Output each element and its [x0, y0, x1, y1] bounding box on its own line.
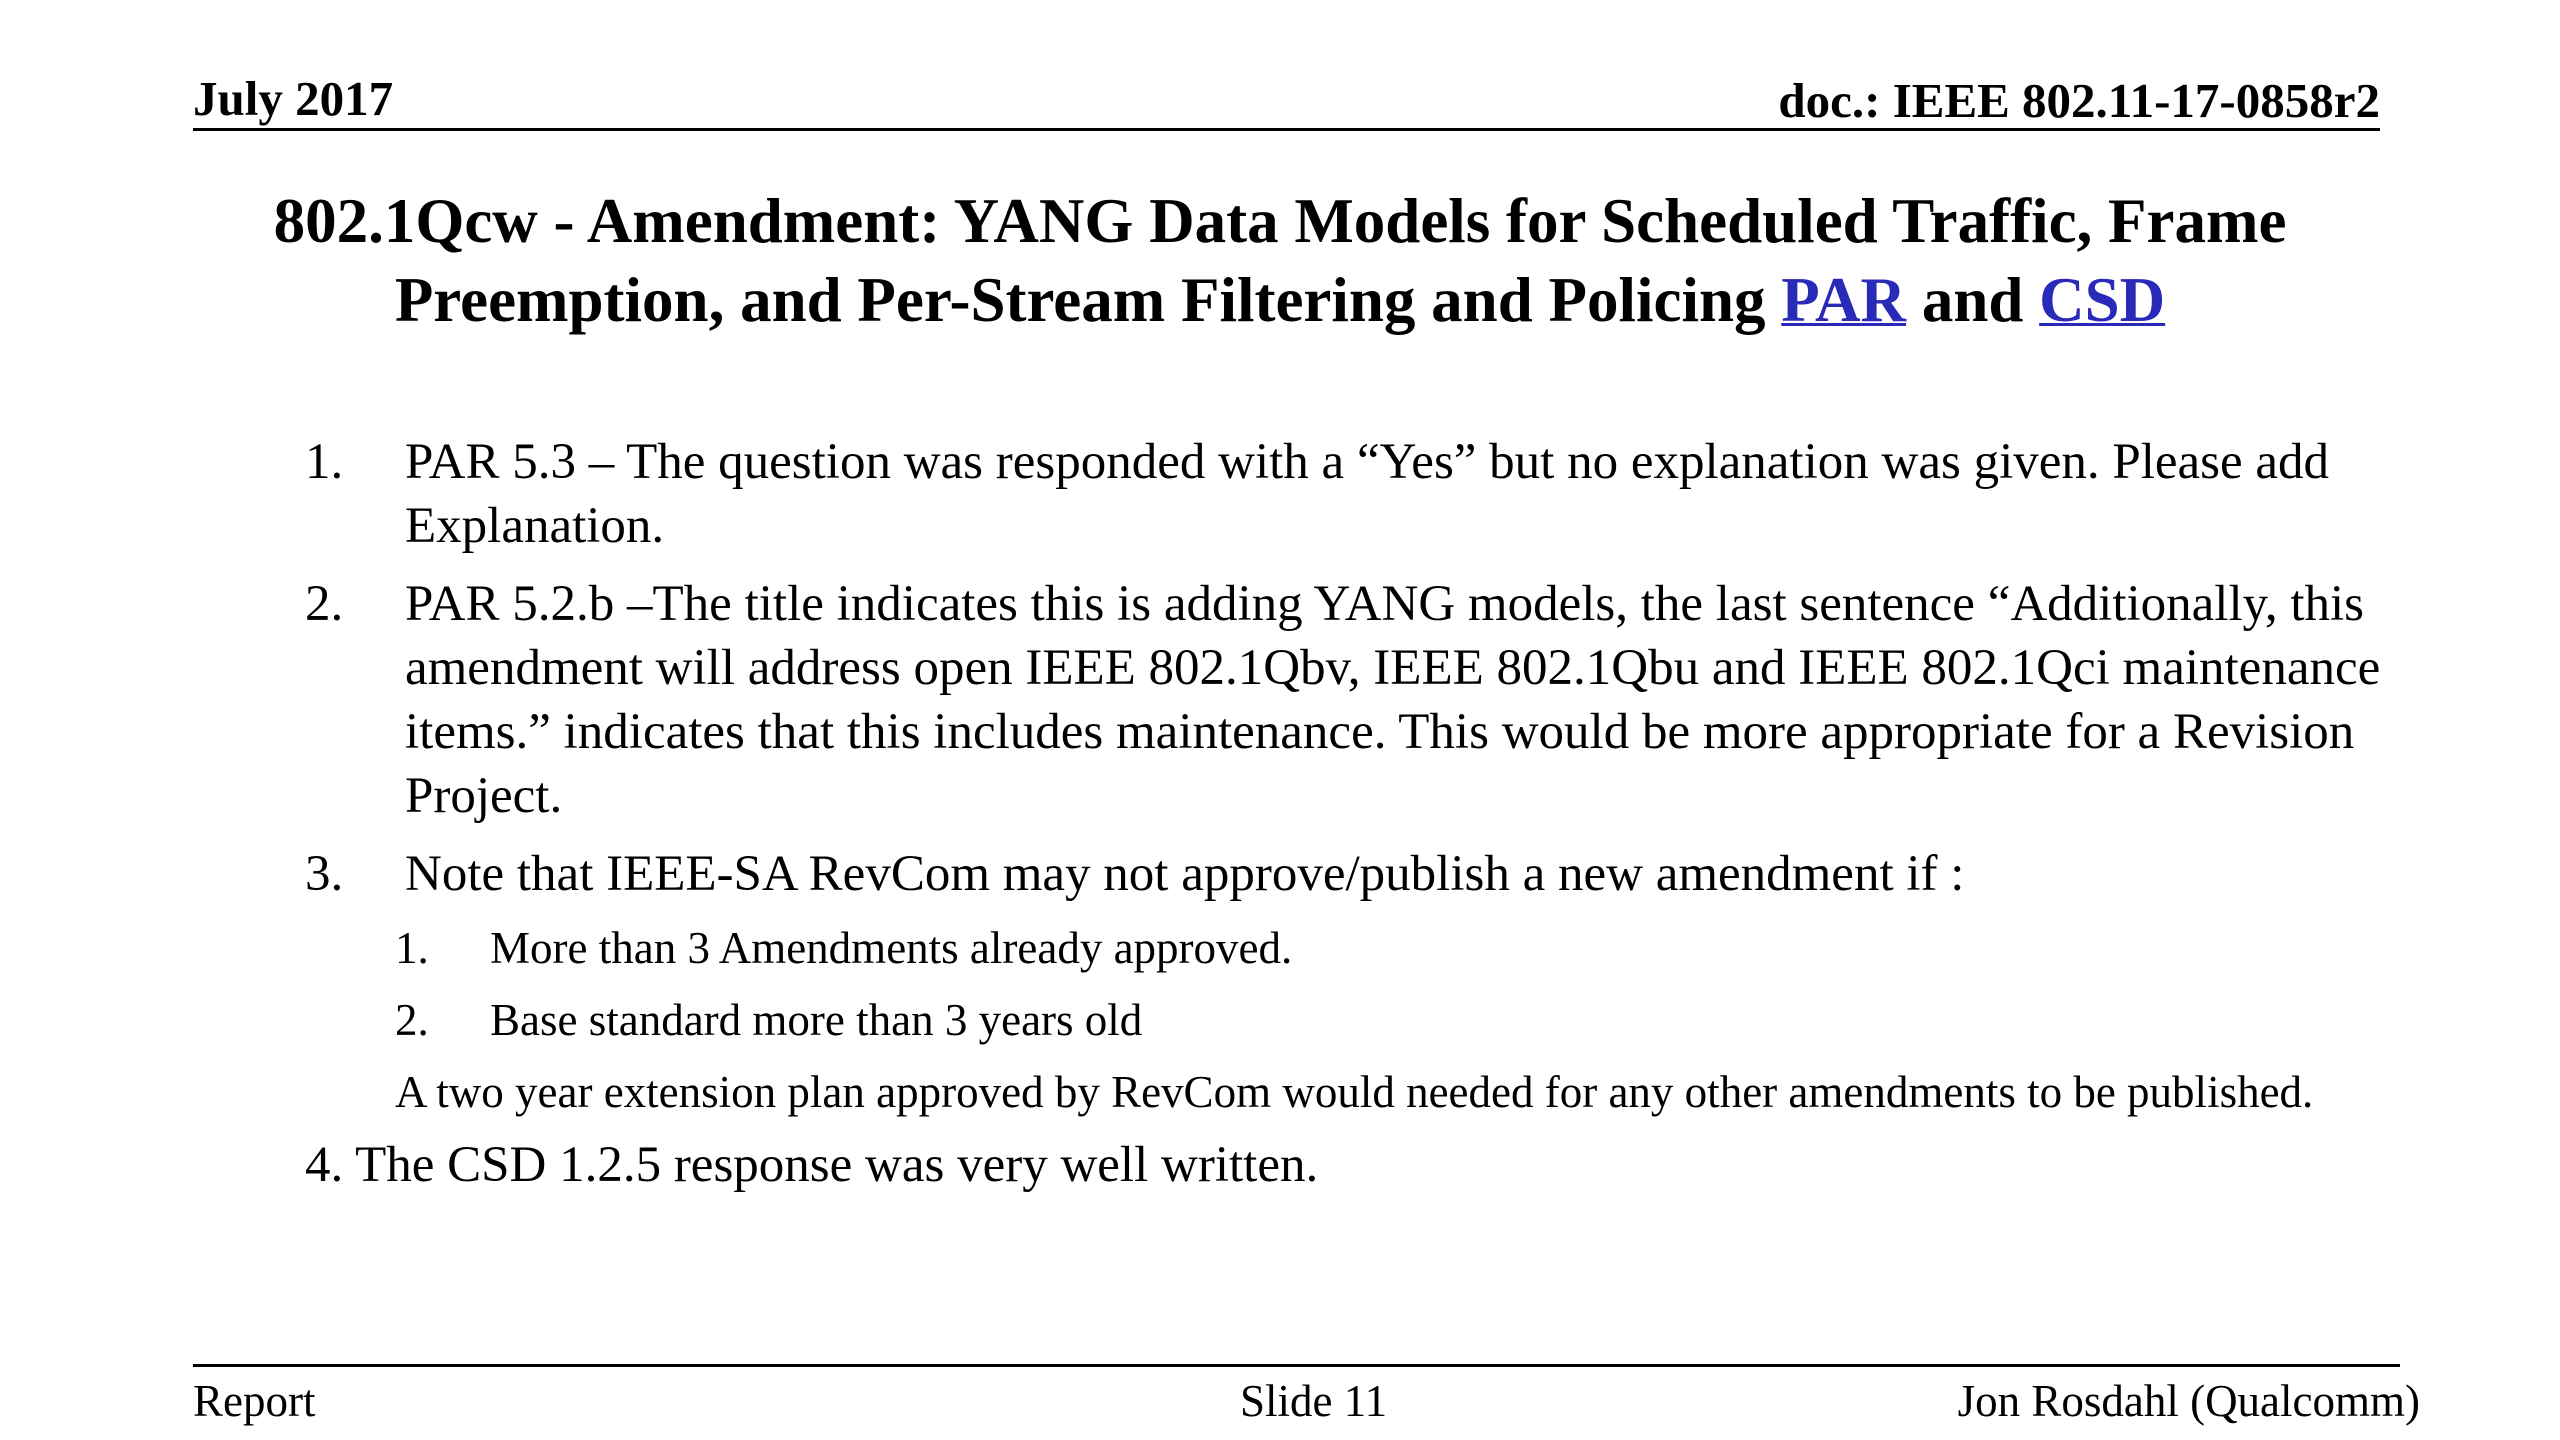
list-item	[305, 430, 2405, 558]
list-item-number: 1.	[305, 434, 344, 490]
footer-author: Jon Rosdahl (Qualcomm)	[1957, 1376, 2420, 1426]
list-item	[305, 842, 2405, 906]
list-item-number: 3.	[305, 846, 344, 902]
slide-title-joiner: and	[1921, 265, 2024, 335]
slide-title	[200, 182, 2360, 340]
header-divider	[193, 128, 2380, 131]
sub-list-item-number: 1.	[395, 923, 429, 973]
sub-list-item-text: More than 3 Amendments already approved.	[490, 923, 1293, 973]
sub-list-item	[395, 992, 2405, 1048]
list-item-last: 4. The CSD 1.2.5 response was very well written.	[305, 1137, 1319, 1193]
footer-divider	[193, 1364, 2400, 1367]
list-item-text: PAR 5.3 – The question was responded with a “Yes” but no explanation was given. Please add Explanation.	[405, 434, 2330, 554]
par-link[interactable]: PAR	[1781, 265, 1907, 335]
slide-body	[305, 430, 2405, 1197]
csd-link[interactable]: CSD	[2039, 265, 2166, 335]
slide-title-text: 802.1Qcw - Amendment: YANG Data Models for Scheduled Traffic, Frame Preemption, and Per-Stream Filtering and Policing	[273, 186, 2287, 335]
footer-report: Report	[193, 1376, 316, 1426]
list-item-number: 2.	[305, 576, 344, 632]
footer-slide-number: Slide 11	[1240, 1376, 1388, 1426]
extension-note: A two year extension plan approved by RevCom would needed for any other amendments to be published.	[395, 1067, 2314, 1117]
header-doc-number: doc.: IEEE 802.11-17-0858r2	[1778, 73, 2380, 128]
sub-list-item-text: Base standard more than 3 years old	[490, 995, 1143, 1045]
sub-list-item	[395, 920, 2405, 976]
list-item-text: Note that IEEE-SA RevCom may not approve/publish a new amendment if :	[405, 846, 1965, 902]
sub-list-item-number: 2.	[395, 995, 429, 1045]
header-date: July 2017	[193, 71, 394, 126]
list-item	[305, 572, 2405, 828]
list-item-text: PAR 5.2.b –The title indicates this is adding YANG models, the last sentence “Additionally, this amendment will address open IEEE 802.1Qbv, IEEE 802.1Qbu and IEEE 802.1Qci maintenance items.” indicates that this includes maintenance. This would be more appropriate for a Revision Project.	[405, 576, 2381, 824]
